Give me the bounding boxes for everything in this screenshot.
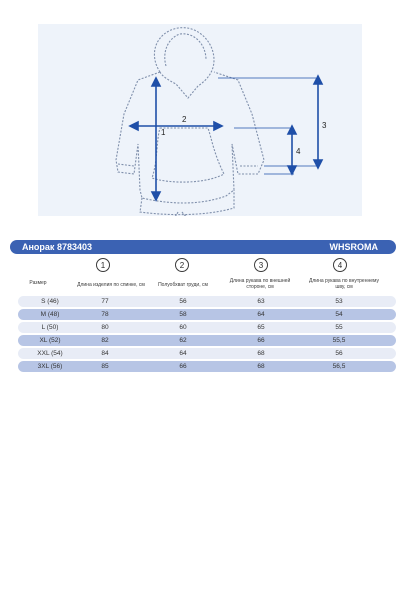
table-row — [18, 335, 396, 346]
value-cell: 54 — [335, 311, 343, 318]
size-cell: XL (52) — [39, 337, 61, 344]
value-cell: 84 — [101, 350, 109, 357]
value-cell: 53 — [335, 298, 343, 305]
title-bar — [10, 240, 396, 254]
value-cell: 66 — [179, 363, 187, 370]
value-cell: 62 — [179, 337, 187, 344]
circle-4: 4 — [333, 258, 347, 272]
value-cell: 56 — [335, 350, 343, 357]
value-cell: 55 — [335, 324, 343, 331]
value-cell: 68 — [257, 350, 265, 357]
header-length: Длина изделия по спинке, см — [77, 282, 145, 288]
anorak-sketch — [38, 24, 362, 216]
circle-2: 2 — [175, 258, 189, 272]
value-cell: 58 — [179, 311, 187, 318]
size-cell: L (50) — [41, 324, 59, 331]
value-cell: 65 — [257, 324, 265, 331]
value-cell: 56 — [179, 298, 187, 305]
label-1: 1 — [161, 128, 166, 137]
value-cell: 82 — [101, 337, 109, 344]
value-cell: 63 — [257, 298, 265, 305]
table-row — [18, 322, 396, 333]
label-4: 4 — [296, 147, 301, 156]
value-cell: 66 — [257, 337, 265, 344]
size-diagram — [38, 24, 362, 216]
header-chest: Полуобхват груди, см — [158, 282, 208, 288]
header-size: Размер — [29, 280, 47, 286]
header-inner-sleeve: Длина рукава по внутреннему шву, см — [308, 278, 380, 290]
table-row — [18, 348, 396, 359]
header-outer-sleeve: Длина рукава по внешней стороне, см — [229, 278, 291, 290]
value-cell: 64 — [257, 311, 265, 318]
value-cell: 85 — [101, 363, 109, 370]
table-row — [18, 296, 396, 307]
value-cell: 78 — [101, 311, 109, 318]
value-cell: 64 — [179, 350, 187, 357]
value-cell: 60 — [179, 324, 187, 331]
circle-3: 3 — [254, 258, 268, 272]
value-cell: 68 — [257, 363, 265, 370]
label-2: 2 — [182, 115, 187, 124]
size-cell: M (48) — [40, 311, 60, 318]
size-cell: S (46) — [41, 298, 59, 305]
product-title: Анорак 8783403 — [22, 242, 92, 252]
value-cell: 56,5 — [332, 363, 346, 370]
value-cell: 77 — [101, 298, 109, 305]
circle-1: 1 — [96, 258, 110, 272]
value-cell: 55,5 — [332, 337, 346, 344]
table-row — [18, 309, 396, 320]
value-cell: 80 — [101, 324, 109, 331]
label-3: 3 — [322, 121, 327, 130]
size-table — [18, 296, 396, 374]
brand-name: WHSROMA — [329, 242, 378, 252]
table-row — [18, 361, 396, 372]
size-cell: 3XL (56) — [37, 363, 63, 370]
size-cell: XXL (54) — [37, 350, 63, 357]
